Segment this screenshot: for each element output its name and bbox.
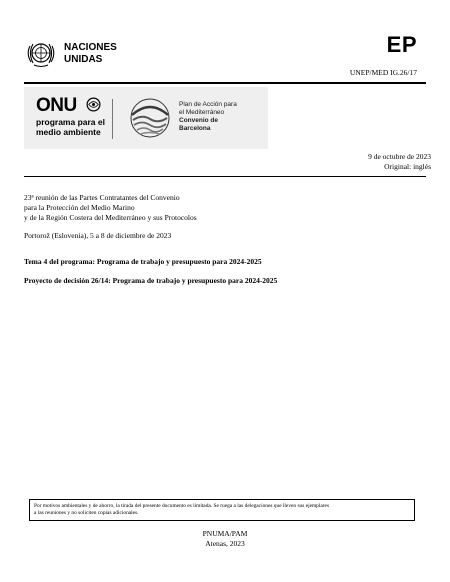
- map-logo-text: [179, 101, 237, 133]
- unep-logo-subtitle-line2: medio ambiente: [36, 126, 101, 137]
- logo-divider: [112, 99, 113, 139]
- meeting-title-line1: 23ª reunión de las Partes Contratantes del Convenio: [24, 193, 180, 202]
- organization-name-line1: NACIONES: [64, 42, 117, 53]
- document-code: EP: [386, 32, 417, 57]
- draft-decision-title: Proyecto de decisión 26/14: Programa de trabajo y presupuesto para 2024-2025: [24, 276, 278, 285]
- logo-band: [24, 87, 268, 149]
- environmental-notice-line1: Por motivos ambientales y de ahorro, la tirada del presente documento es limitada. Se ruega a las delegaciones que lleven sus ejemplares: [34, 503, 330, 509]
- organization-name-line2: UNIDAS: [64, 54, 103, 65]
- original-language: Original: inglés: [384, 161, 431, 171]
- unep-globe-icon: [86, 97, 101, 112]
- organization-name: [64, 42, 117, 66]
- agenda-item: Tema 4 del programa: Programa de trabajo y presupuesto para 2024-2025: [24, 257, 262, 266]
- meeting-place-date: Portorož (Eslovenia), 5 a 8 de diciembre de 2023: [24, 231, 172, 240]
- document-symbol: UNEP/MED IG.26/17: [349, 68, 417, 77]
- header-divider: [24, 82, 426, 84]
- environmental-notice: [29, 499, 415, 521]
- document-footer: [0, 529, 450, 549]
- unep-logo-word: ONU: [36, 95, 77, 116]
- unep-logo-subtitle-line1: programa para el: [36, 117, 105, 127]
- footer-place-year: Atenas, 2023: [205, 539, 245, 548]
- map-logo-line4: Barcelona: [179, 125, 211, 132]
- meeting-title: [24, 193, 197, 223]
- meeting-title-line3: y de la Región Costera del Mediterráneo y sus Protocolos: [24, 213, 197, 222]
- map-logo-line3: Convenio de: [179, 117, 219, 124]
- map-logo-line1: Plan de Acción para: [179, 101, 237, 108]
- map-logo-line2: el Mediterráneo: [179, 109, 225, 116]
- date-divider: [24, 176, 426, 177]
- un-emblem-icon: [24, 38, 58, 70]
- map-barcelona-emblem-icon: [120, 95, 180, 141]
- footer-organization: PNUMA/PAM: [202, 529, 248, 538]
- meeting-title-line2: para la Protección del Medio Marino: [24, 203, 135, 212]
- environmental-notice-line2: a las reuniones y no soliciten copias adicionales.: [34, 510, 139, 516]
- document-date: 9 de octubre de 2023: [368, 152, 431, 161]
- unep-logo-subtitle: [36, 118, 105, 137]
- document-date-block: [368, 152, 431, 171]
